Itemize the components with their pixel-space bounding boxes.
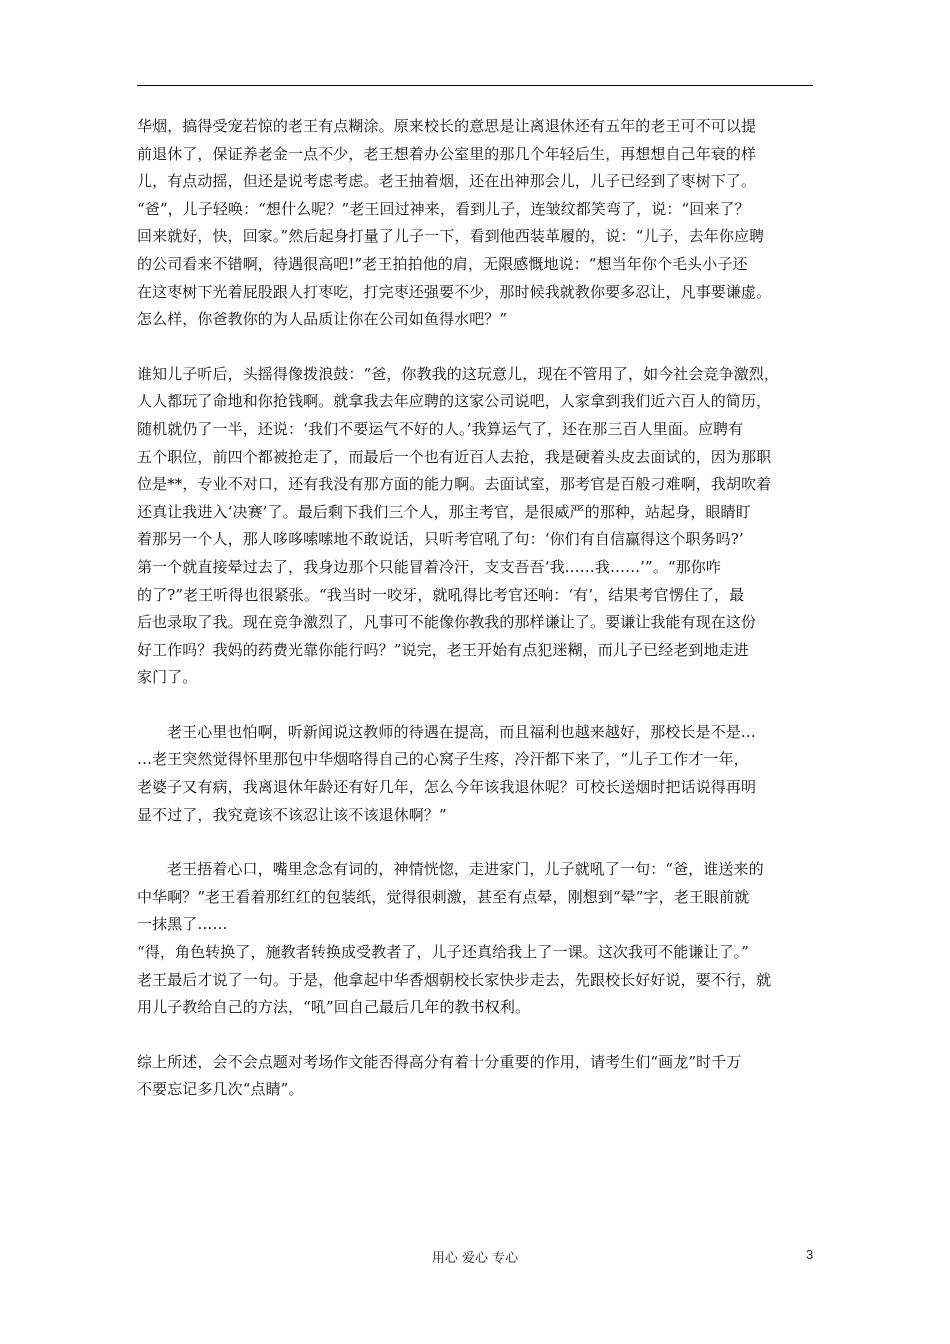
text-line: 位是**，专业不对口，还有我没有那方面的能力啊。去面试室，那考官是百般刁难啊，我胡吹着 (137, 475, 772, 494)
text-line: 中华啊？”老王看着那红红的包装纸，觉得很刺激，甚至有点晕，刚想到“晕”字，老王眼前就 (137, 887, 750, 906)
text-line: 用儿子教给自己的方法，“吼”回自己最后几年的教书权利。 (137, 998, 531, 1017)
text-line: 谁知儿子听后，头摇得像拨浪鼓：“爸，你教我的这玩意儿，现在不管用了，如今社会竞争激烈， (137, 364, 779, 383)
paragraph-gap (137, 1022, 813, 1049)
text-line: 五个职位，前四个都被抢走了，而最后一个也有近百人去抢，我是硬着头皮去面试的，因为那职 (137, 447, 772, 466)
page-number: 3 (806, 1247, 814, 1262)
text-line: 还真让我进入‘决赛’了。最后剩下我们三个人，那主考官，是很威严的那种，站起身，眼睛盯 (137, 502, 751, 521)
text-line: 好工作吗？我妈的药费光靠你能行吗？”说完，老王开始有点犯迷糊，而儿子已经老到地走进 (137, 640, 749, 659)
text-line: 儿，有点动摇，但还是说考虑考虑。老王抽着烟，还在出神那会儿，儿子已经到了枣树下了。 (137, 172, 757, 191)
paragraph-5 (137, 939, 813, 1022)
text-line: 老婆子又有病，我离退休年龄还有好几年，怎么今年该我退休呢？可校长送烟时把话说得再明 (137, 778, 757, 797)
paragraph-gap (137, 829, 813, 856)
text-line: 着那另一个人，那人哆哆嗦嗦地不敢说话，只听考官吼了句：‘你们有自信赢得这个职务吗?’ (137, 530, 744, 549)
document-body (137, 113, 813, 1104)
text-line: 华烟，搞得受宠若惊的老王有点糊涂。原来校长的意思是让离退休还有五年的老王可不可以提 (137, 117, 757, 135)
text-line: 随机就仍了一半，还说：‘我们不要运气不好的人。’我算运气了，还在那三百人里面。应聘有 (137, 419, 744, 438)
text-line: 后也录取了我。现在竞争激烈了，凡事可不能像你教我的那样谦让了。要谦让我能有现在这份 (137, 613, 757, 632)
text-line: 老王最后才说了一句。于是，他拿起中华香烟朝校长家快步走去，先跟校长好好说，要不行，就 (137, 970, 772, 989)
text-line: “得，角色转换了，施教者转换成受教者了，儿子还真给我上了一课。这次我可不能谦让了。” (137, 943, 750, 962)
text-line: 综上所述，会不会点题对考场作文能否得高分有着十分重要的作用，请考生们“画龙”时千万 (137, 1052, 742, 1071)
paragraph-4 (137, 856, 813, 939)
text-line: 人人都玩了命地和你抢钱啊。就拿我去年应聘的这家公司说吧，人家拿到我们近六百人的简历， (137, 392, 772, 411)
text-line: 的公司看来不错啊，待遇很高吧!”老王拍拍他的肩，无限感慨地说：“想当年你个毛头小子还 (137, 254, 748, 273)
footer-motto: 用心 爱心 专心 (431, 1251, 519, 1266)
paragraph-1 (137, 113, 813, 334)
paragraph-2 (137, 361, 813, 692)
text-line: 显不过了，我究竟该不该忍让该不该退休啊？” (137, 805, 447, 824)
text-line: 怎么样，你爸教你的为人品质让你在公司如鱼得水吧？” (137, 310, 508, 329)
text-line: 的了?”老王听得也很紧张。“我当时一咬牙，就吼得比考官还响：‘有’，结果考官愣住了，最 (137, 585, 745, 604)
text-line: 第一个就直接晕过去了，我身边那个只能冒着冷汗，支支吾吾‘我……我……’”。“那你咋 (137, 557, 721, 576)
text-line: 老王捂着心口，嘴里念念有词的，神情恍惚，走进家门，儿子就吼了一句：“爸，谁送来的 (167, 860, 764, 879)
paragraph-gap (137, 692, 813, 719)
paragraph-gap (137, 334, 813, 361)
header-rule (137, 85, 813, 86)
paragraph-6 (137, 1049, 813, 1104)
text-line: “爸”，儿子轻唤：“想什么呢？”老王回过神来，看到儿子，连皱纹都笑弯了，说：“回来了？ (137, 199, 750, 218)
text-line: …老王突然觉得怀里那包中华烟咯得自己的心窝子生疼，冷汗都下来了，“儿子工作才一年， (137, 750, 749, 769)
paragraph-3 (137, 719, 813, 829)
text-line: 前退休了，保证养老金一点不少，老王想着办公室里的那几个年轻后生，再想想自己年衰的样 (137, 144, 757, 163)
text-line: 在这枣树下光着屁股跟人打枣吃，打完枣还强要不少，那时候我就教你要多忍让，凡事要谦虚。 (137, 282, 772, 301)
text-line: 老王心里也怕啊，听新闻说这教师的待遇在提高，而且福利也越来越好，那校长是不是… (167, 722, 756, 741)
text-line: 不要忘记多几次“点睛”。 (137, 1080, 304, 1099)
text-line: 回来就好，快，回家。”然后起身打量了儿子一下，看到他西装革履的，说：“儿子，去年你应聘 (137, 227, 765, 246)
text-line: 家门了。 (137, 668, 198, 687)
text-line: 一抹黑了…… (137, 915, 228, 934)
